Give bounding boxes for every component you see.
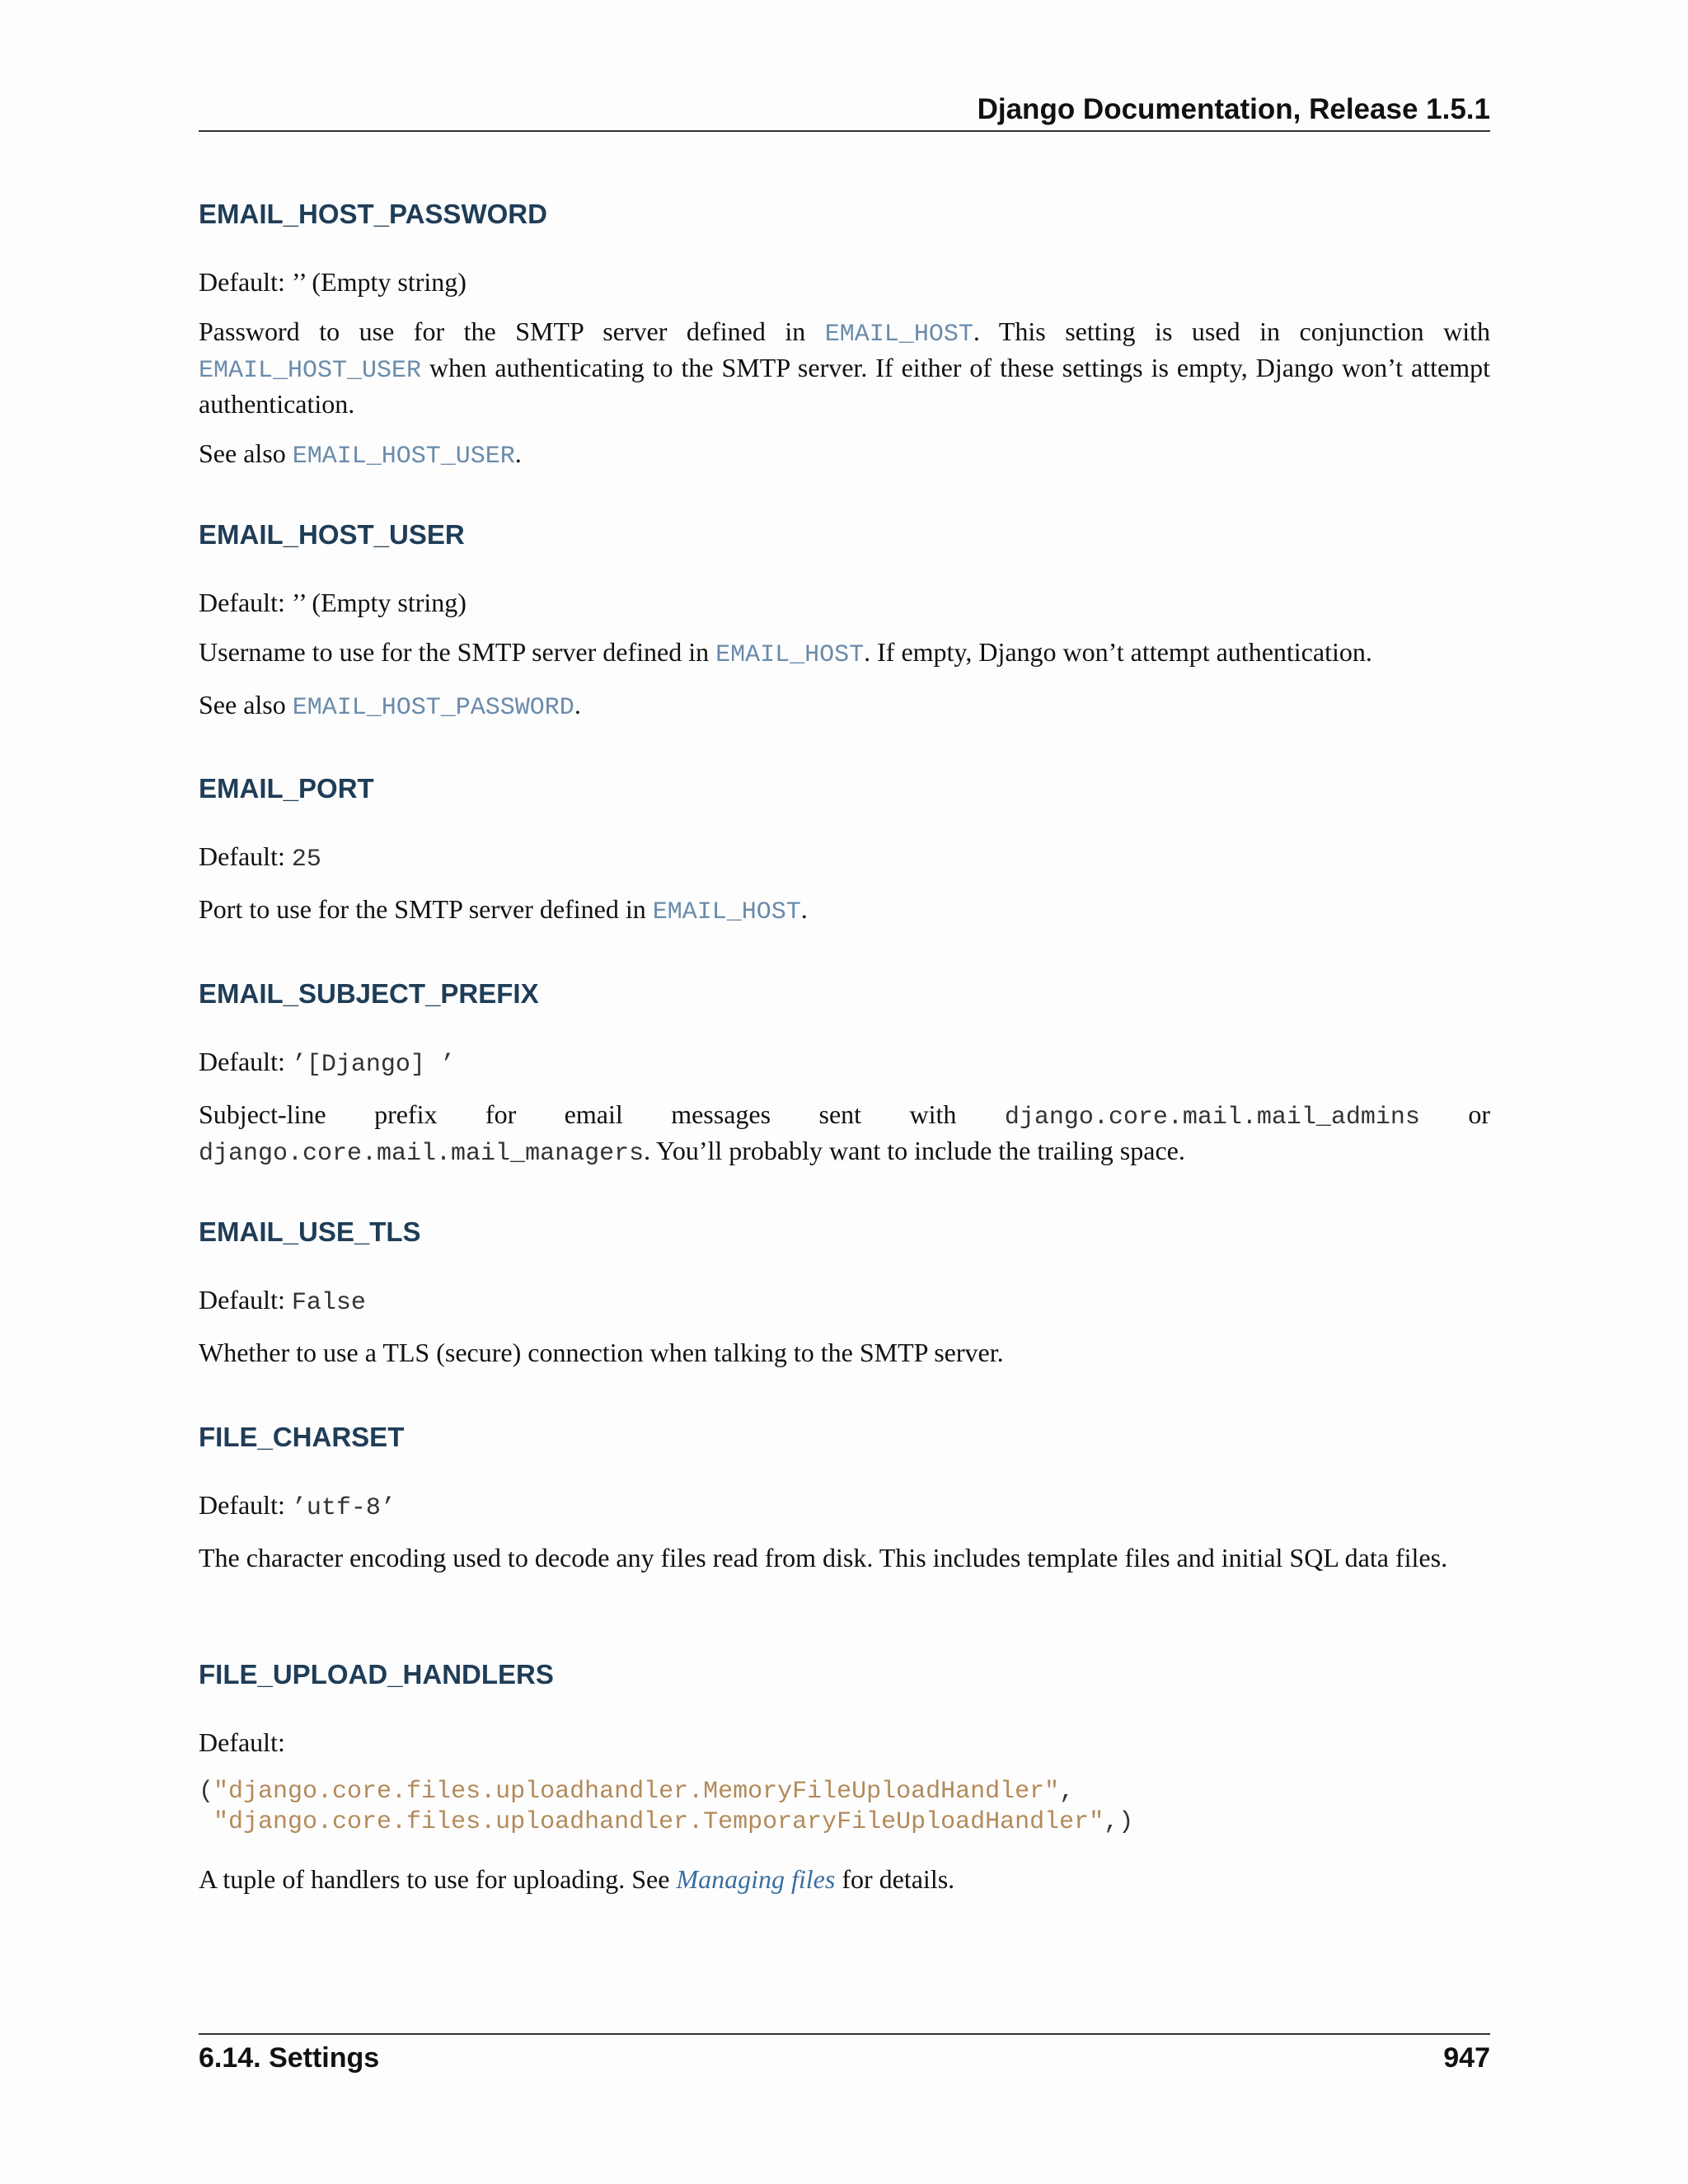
running-header: Django Documentation, Release 1.5.1 — [977, 93, 1490, 125]
description: Whether to use a TLS (secure) connection when talking to the SMTP server. — [199, 1338, 1004, 1367]
page-number: 947 — [1443, 2042, 1490, 2074]
default-value: 25 — [291, 846, 321, 874]
section-title: EMAIL_USE_TLS — [199, 1216, 421, 1247]
default-line: Default: ’utf-8’ — [199, 1490, 396, 1522]
default-value: ’utf-8’ — [291, 1494, 396, 1522]
description: Port to use for the SMTP server defined in EMAIL_HOST. — [199, 894, 808, 926]
xref-email-host[interactable]: EMAIL_HOST — [652, 898, 801, 926]
section-email-host-user — [199, 518, 1490, 724]
code-block — [199, 1777, 1490, 1838]
xref-email-host-user[interactable]: EMAIL_HOST_USER — [199, 357, 422, 385]
section-file-charset — [199, 1421, 1490, 1574]
xref-email-host-password[interactable]: EMAIL_HOST_PASSWORD — [292, 694, 574, 722]
code-mail-managers: django.core.mail.mail_managers — [199, 1140, 645, 1168]
description: Username to use for the SMTP server defined in EMAIL_HOST. If empty, Django won’t attempt authentication. — [199, 637, 1372, 669]
xref-email-host[interactable]: EMAIL_HOST — [824, 321, 973, 349]
section-email-subject-prefix — [199, 977, 1490, 1170]
xref-email-host[interactable]: EMAIL_HOST — [715, 641, 865, 669]
header-divider — [199, 130, 1490, 132]
default-line: Default: ’’ (Empty string) — [199, 588, 467, 617]
default-line: Default: False — [199, 1285, 366, 1317]
section-email-port — [199, 772, 1490, 929]
default-line: Default: — [199, 1727, 285, 1757]
footer-section: 6.14. Settings — [199, 2042, 380, 2074]
description: A tuple of handlers to use for uploading. See Managing files for details. — [199, 1864, 955, 1894]
section-title: FILE_CHARSET — [199, 1422, 405, 1452]
section-email-host-password — [199, 198, 1490, 473]
section-title: EMAIL_SUBJECT_PREFIX — [199, 978, 539, 1009]
section-title: EMAIL_HOST_PASSWORD — [199, 199, 547, 229]
section-title: FILE_UPLOAD_HANDLERS — [199, 1659, 554, 1690]
code-mail-admins: django.core.mail.mail_admins — [1004, 1104, 1420, 1132]
xref-email-host-user[interactable]: EMAIL_HOST_USER — [292, 443, 515, 471]
default-value: ’’ (Empty string) — [291, 588, 467, 617]
see-also: See also EMAIL_HOST_PASSWORD. — [199, 690, 581, 722]
description: The character encoding used to decode any files read from disk. This includes template files and initial SQL data files. — [199, 1543, 1448, 1572]
default-value: False — [291, 1289, 366, 1317]
default-line: Default: ’[Django] ’ — [199, 1047, 455, 1079]
default-value: ’[Django] ’ — [291, 1051, 455, 1079]
default-line: Default: 25 — [199, 841, 321, 874]
code-line: "django.core.files.uploadhandler.TemporaryFileUploadHandler",) — [213, 1808, 1134, 1836]
section-title: EMAIL_PORT — [199, 773, 374, 804]
section-title: EMAIL_HOST_USER — [199, 519, 465, 550]
default-value: ’’ (Empty string) — [291, 267, 467, 297]
section-email-use-tls — [199, 1216, 1490, 1369]
section-file-upload-handlers — [199, 1658, 1490, 1896]
description: Password to use for the SMTP server defined in EMAIL_HOST. This setting is used in conjunction with EMAIL_HOST_USER when authenticating to the SMTP server. If either of these settings is empty, Django won’t attempt authentication. — [199, 316, 1491, 419]
code-line: ("django.core.files.uploadhandler.MemoryFileUploadHandler", — [199, 1778, 1075, 1806]
footer-divider — [199, 2033, 1490, 2035]
description: Subject-line prefix for email messages sent with django.core.mail.mail_admins or django.core.mail.mail_managers. You’ll probably want to include the trailing space. — [199, 1099, 1491, 1168]
link-managing-files[interactable]: Managing files — [676, 1864, 836, 1894]
default-line: Default: ’’ (Empty string) — [199, 267, 467, 297]
see-also: See also EMAIL_HOST_USER. — [199, 438, 522, 471]
